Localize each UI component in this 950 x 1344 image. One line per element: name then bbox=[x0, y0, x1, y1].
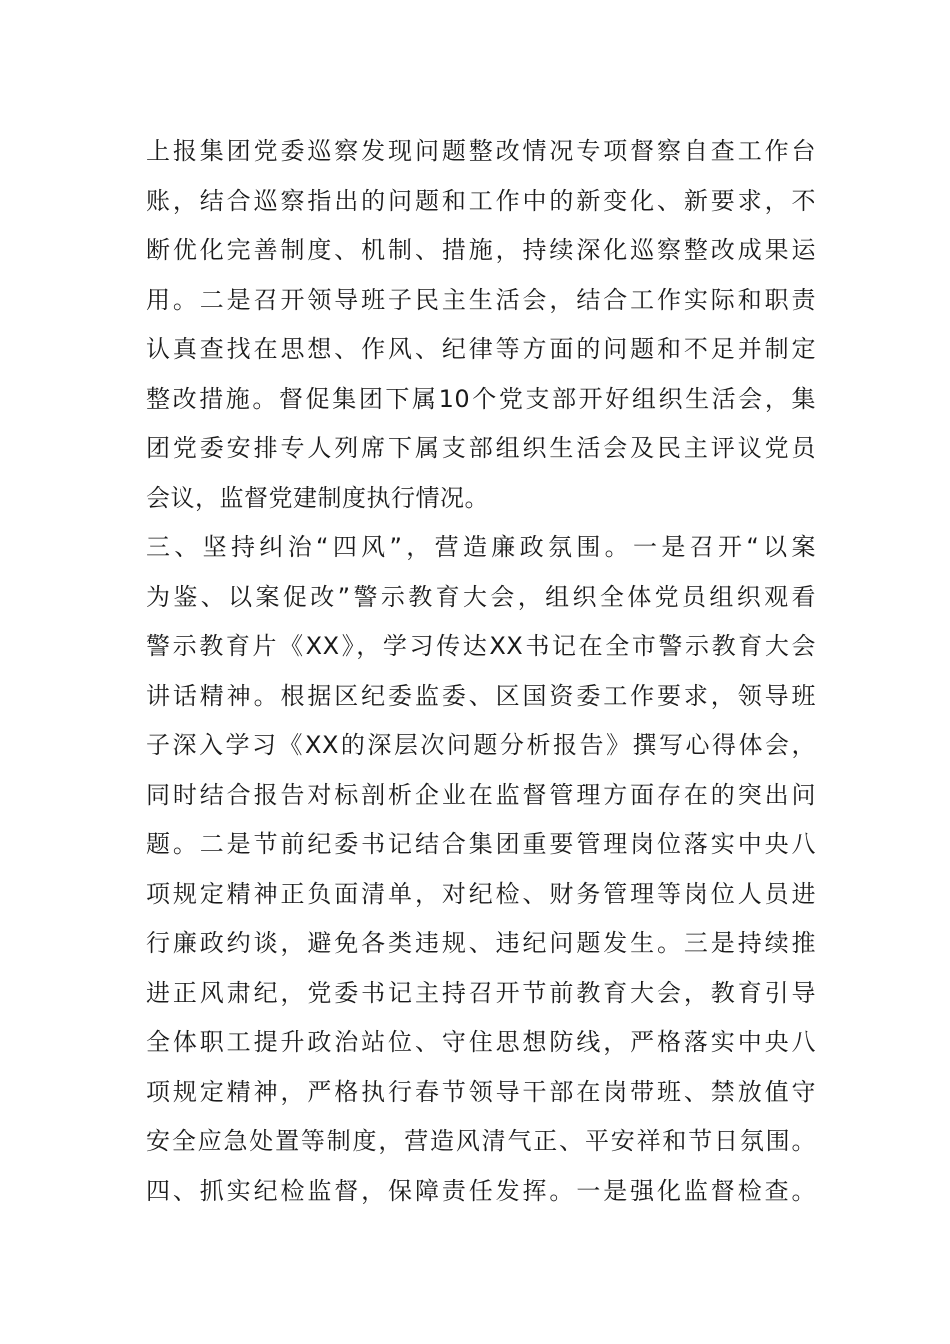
text-line-14: 同时结合报告对标剖析企业在监督管理方面存在的突出问 bbox=[146, 780, 816, 809]
text-line-18: 进正风肃纪，党委书记主持召开节前教育大会，教育引导 bbox=[146, 978, 816, 1007]
text-line-7: 团党委安排专人列席下属支部组织生活会及民主评议党员 bbox=[146, 434, 816, 462]
text-line-11: 警示教育片《XX》，学习传达XX书记在全市警示教育大会 bbox=[146, 632, 816, 660]
text-line-20: 项规定精神，严格执行春节领导干部在岗带班、禁放值守 bbox=[146, 1077, 816, 1106]
text-line-10: 为鉴、以案促改”警示教育大会，组织全体党员组织观看 bbox=[146, 582, 816, 611]
text-line-17: 行廉政约谈，避免各类违规、违纪问题发生。三是持续推 bbox=[146, 929, 816, 957]
text-line-16: 项规定精神正负面清单，对纪检、财务管理等岗位人员进 bbox=[146, 879, 816, 908]
document-body bbox=[146, 127, 816, 1216]
text-line-21: 安全应急处置等制度，营造风清气正、平安祥和节日氛围。 bbox=[146, 1127, 816, 1155]
text-line-1: 上报集团党委巡察发现问题整改情况专项督察自查工作台 bbox=[146, 137, 816, 165]
text-line-2: 账，结合巡察指出的问题和工作中的新变化、新要求，不 bbox=[146, 186, 816, 215]
text-line-4: 用。二是召开领导班子民主生活会，结合工作实际和职责 bbox=[146, 285, 816, 314]
text-line-13: 子深入学习《XX的深层次问题分析报告》撰写心得体会， bbox=[146, 731, 816, 759]
text-line-5: 认真查找在思想、作风、纪律等方面的问题和不足并制定 bbox=[146, 335, 816, 363]
text-line-9: 三、坚持纠治“四风”，营造廉政氛围。一是召开“以案 bbox=[146, 533, 816, 561]
text-line-3: 断优化完善制度、机制、措施，持续深化巡察整改成果运 bbox=[146, 236, 816, 264]
text-line-8: 会议，监督党建制度执行情况。 bbox=[146, 483, 489, 512]
text-line-19: 全体职工提升政治站位、守住思想防线，严格落实中央八 bbox=[146, 1028, 816, 1056]
text-line-12: 讲话精神。根据区纪委监委、区国资委工作要求，领导班 bbox=[146, 681, 816, 710]
text-line-15: 题。二是节前纪委书记结合集团重要管理岗位落实中央八 bbox=[146, 830, 816, 858]
text-line-6: 整改措施。督促集团下属10个党支部开好组织生活会，集 bbox=[146, 384, 816, 413]
text-line-22: 四、抓实纪检监督，保障责任发挥。一是强化监督检查。 bbox=[146, 1176, 816, 1205]
